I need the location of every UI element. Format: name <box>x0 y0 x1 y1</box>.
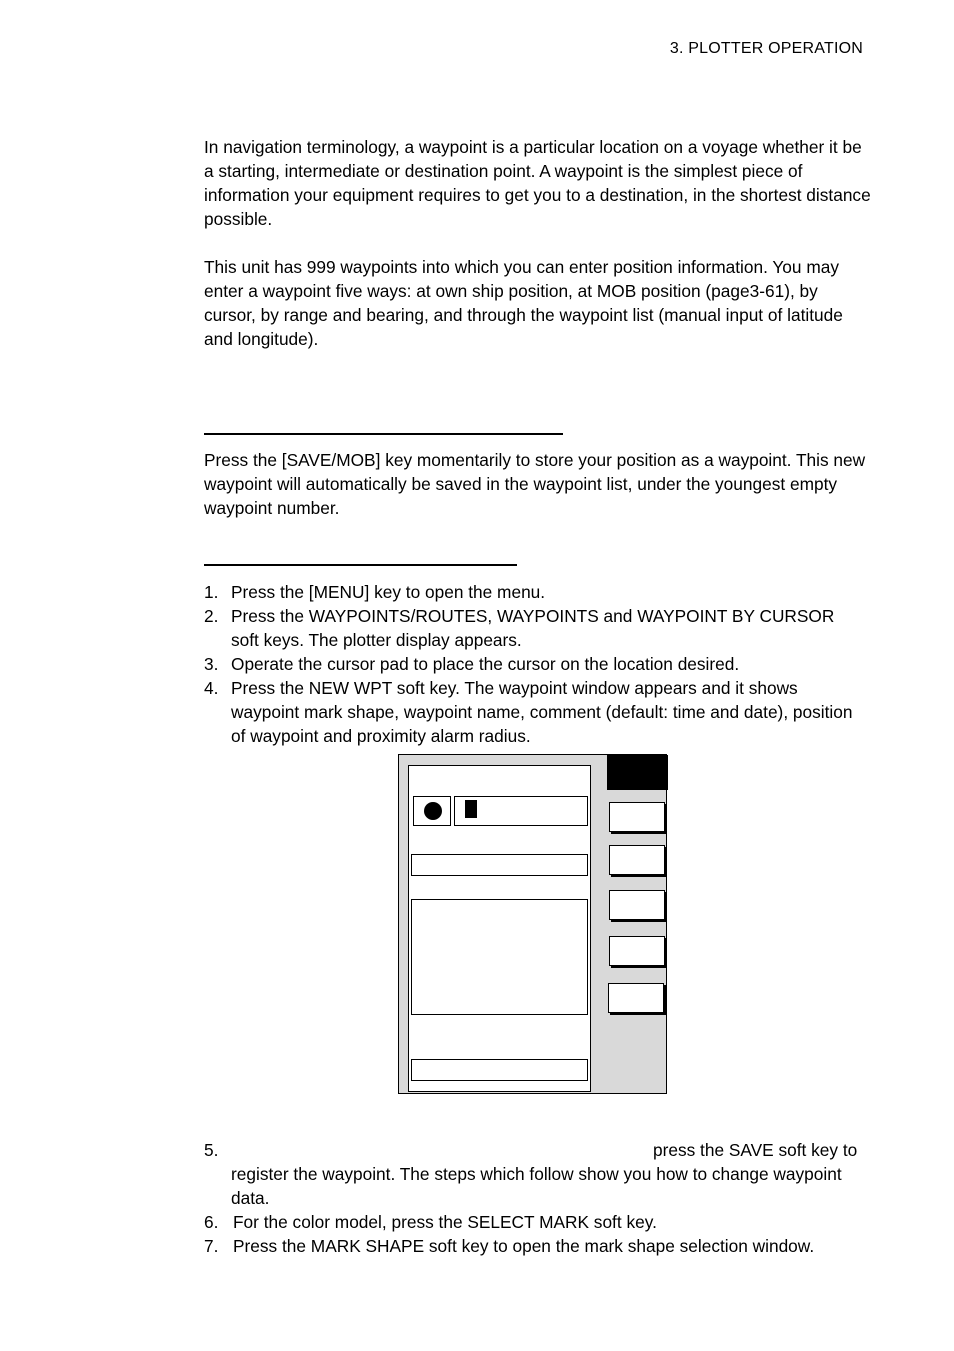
step-number: 4. <box>204 678 219 698</box>
step-text: Operate the cursor pad to place the cursor on the location desired. <box>231 654 740 674</box>
section-rule-cursor <box>204 564 517 566</box>
own-ship-paragraph: Press the [SAVE/MOB] key momentarily to store your position as a waypoint. This new waypoint will automatically be saved in the waypoint list, under the youngest empty waypoint number. <box>204 450 866 518</box>
intro-paragraph-2: This unit has 999 waypoints into which you can enter position information. You may enter a waypoint five ways: at own ship position, at MOB position (page3-61), by cursor, by range and bearing, and through the waypoint list (manual input of latitude and longitude). <box>204 257 843 349</box>
soft-key-4 <box>609 936 665 966</box>
step-text: Press the [MENU] key to open the menu. <box>231 582 546 602</box>
step-item <box>204 1210 864 1234</box>
proximity-alarm-field <box>411 1059 588 1081</box>
step-item <box>204 1234 864 1258</box>
later-steps-list <box>204 1210 864 1258</box>
waypoint-window-figure <box>398 754 667 1094</box>
step-item <box>204 652 864 676</box>
text-cursor-icon <box>465 800 477 818</box>
cursor-steps-list <box>204 580 864 748</box>
step-text: Press the WAYPOINTS/ROUTES, WAYPOINTS and WAYPOINT BY CURSOR soft keys. The plotter display appears. <box>231 606 835 650</box>
step-item <box>204 580 864 604</box>
intro-paragraph-1: In navigation terminology, a waypoint is a particular location on a voyage whether it be a starting, intermediate or destination point. A waypoint is the simplest piece of information your equipment requires to get you to a destination, in the shortest distance possible. <box>204 137 871 229</box>
step-number: 6. <box>204 1212 219 1232</box>
step-number: 2. <box>204 606 219 626</box>
step-text: Press the NEW WPT soft key. The waypoint window appears and it shows waypoint mark shape, waypoint name, comment (default: time and date), position of waypoint and proximity alarm radius. <box>231 678 853 746</box>
step-item <box>204 676 864 748</box>
waypoint-name-field <box>454 796 588 826</box>
soft-key-5 <box>608 983 664 1013</box>
step-number: 5. <box>204 1140 219 1160</box>
step-item <box>204 604 864 652</box>
soft-key-1 <box>609 802 665 832</box>
waypoint-window <box>408 765 591 1092</box>
section-rule-own-ship <box>204 433 563 435</box>
comment-field <box>411 854 588 876</box>
waypoint-mark-icon <box>424 802 442 820</box>
step-number: 7. <box>204 1236 219 1256</box>
page-header: 3. PLOTTER OPERATION <box>669 40 863 57</box>
mark-shape-box <box>413 796 451 826</box>
soft-key-title-block <box>607 755 668 790</box>
soft-key-3 <box>609 890 665 920</box>
position-field <box>411 899 588 1015</box>
step-text: For the color model, press the SELECT MARK soft key. <box>233 1212 657 1232</box>
soft-key-2 <box>609 845 665 875</box>
step-text: Press the MARK SHAPE soft key to open the mark shape selection window. <box>233 1236 815 1256</box>
step-text: press the SAVE soft key to register the waypoint. The steps which follow show you how to change waypoint data. <box>231 1140 858 1208</box>
step-number: 1. <box>204 582 219 602</box>
step-number: 3. <box>204 654 219 674</box>
